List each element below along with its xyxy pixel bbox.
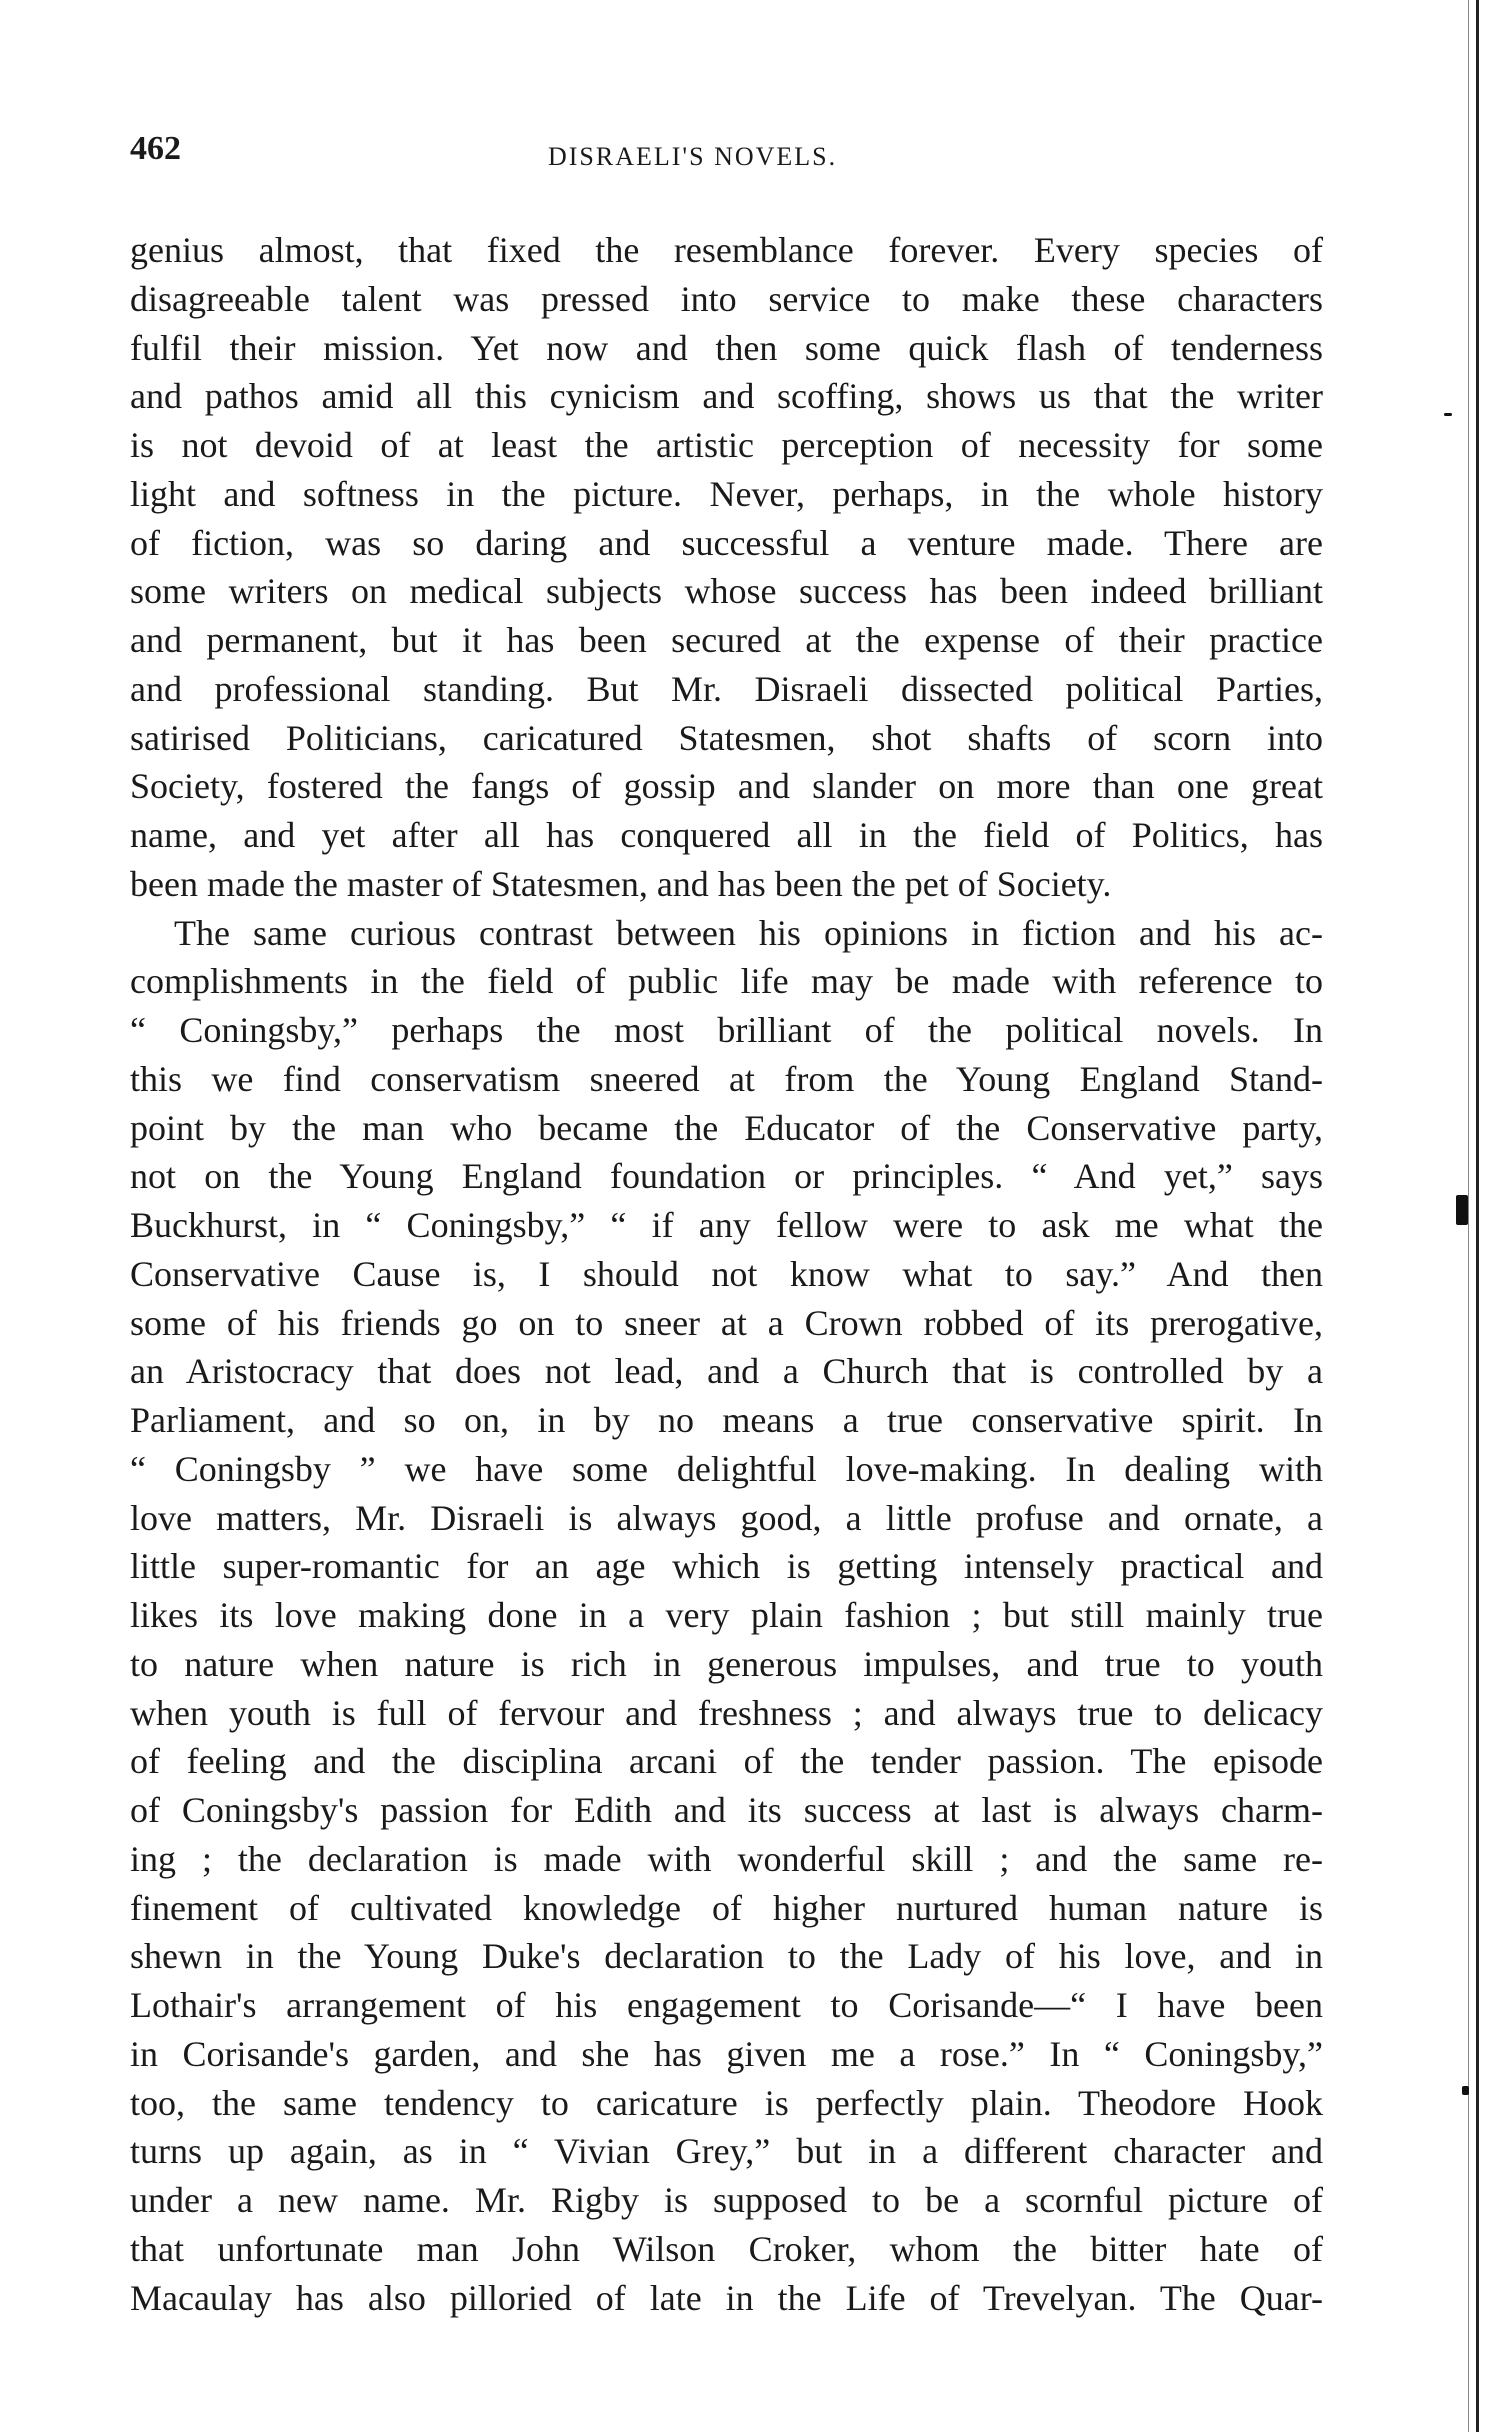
- text-line: in Corisande's garden, and she has given me a rose.” In “ Coningsby,”: [130, 2033, 1323, 2074]
- text-line: light and softness in the picture. Never, perhaps, in the whole history: [130, 473, 1323, 514]
- text-line: under a new name. Mr. Rigby is supposed to be a scornful picture of: [130, 2180, 1323, 2220]
- text-line: turns up again, as in “ Vivian Grey,” but in a different character and: [130, 2131, 1323, 2172]
- text-line: fulfil their mission. Yet now and then some quick flash of tenderness: [130, 327, 1323, 368]
- text-line: “ Coningsby,” perhaps the most brilliant of the political novels. In: [130, 1010, 1323, 1050]
- text-line: Parliament, and so on, in by no means a true conservative spirit. In: [130, 1400, 1323, 1440]
- text-line: Buckhurst, in “ Coningsby,” “ if any fellow were to ask me what the: [130, 1205, 1323, 1245]
- page-edge-shadow: [1468, 0, 1469, 2432]
- text-line: complishments in the field of public life may be made with reference to: [130, 961, 1323, 1002]
- text-line: likes its love making done in a very plain fashion ; but still mainly true: [130, 1595, 1323, 1635]
- text-line: some writers on medical subjects whose success has been indeed brilliant: [130, 571, 1323, 612]
- text-line: shewn in the Young Duke's declaration to the Lady of his love, and in: [130, 1936, 1323, 1977]
- paragraph-end-line: been made the master of Statesmen, and has been the pet of Society.: [130, 863, 1112, 904]
- margin-blot: [1444, 413, 1452, 416]
- text-line: ing ; the declaration is made with wonderful skill ; and the same re-: [130, 1838, 1323, 1879]
- text-line: Macaulay has also pilloried of late in the Life of Trevelyan. The Quar-: [130, 2277, 1323, 2318]
- text-line: name, and yet after all has conquered all in the field of Politics, has: [130, 815, 1323, 855]
- text-line: when youth is full of fervour and freshness ; and always true to delicacy: [130, 1692, 1323, 1733]
- text-line: genius almost, that fixed the resemblance forever. Every species of: [130, 230, 1323, 270]
- text-line: little super-romantic for an age which is getting intensely practical and: [130, 1546, 1323, 1587]
- text-line: of Coningsby's passion for Edith and its success at last is always charm-: [130, 1790, 1323, 1830]
- text-line: “ Coningsby ” we have some delightful love-making. In dealing with: [130, 1448, 1323, 1489]
- text-line: and permanent, but it has been secured at the expense of their practice: [130, 620, 1323, 660]
- text-line: that unfortunate man John Wilson Croker, whom the bitter hate of: [130, 2228, 1323, 2269]
- text-line: of fiction, was so daring and successful a venture made. There are: [130, 522, 1323, 563]
- margin-blot: [1462, 2086, 1469, 2095]
- text-line: and pathos amid all this cynicism and scoffing, shows us that the writer: [130, 376, 1323, 417]
- text-line: Society, fostered the fangs of gossip and slander on more than one great: [130, 766, 1323, 807]
- text-line: finement of cultivated knowledge of higher nurtured human nature is: [130, 1887, 1323, 1928]
- page-edge: [1476, 0, 1479, 2432]
- text-line: satirised Politicians, caricatured Statesmen, shot shafts of scorn into: [130, 717, 1323, 758]
- text-line: an Aristocracy that does not lead, and a Church that is controlled by a: [130, 1351, 1323, 1392]
- text-line: is not devoid of at least the artistic perception of necessity for some: [130, 425, 1323, 465]
- text-line: too, the same tendency to caricature is perfectly plain. Theodore Hook: [130, 2082, 1323, 2123]
- margin-blot: [1456, 1195, 1468, 1225]
- text-line: not on the Young England foundation or principles. “ And yet,” says: [130, 1156, 1323, 1197]
- text-line: Conservative Cause is, I should not know what to say.” And then: [130, 1253, 1323, 1294]
- paragraph-start-line: The same curious contrast between his opinions in fiction and his ac-: [174, 912, 1323, 953]
- text-line: this we find conservatism sneered at from the Young England Stand-: [130, 1058, 1323, 1099]
- page-number: 462: [130, 130, 181, 167]
- running-title: DISRAELI'S NOVELS.: [548, 142, 838, 171]
- text-line: of feeling and the disciplina arcani of the tender passion. The episode: [130, 1741, 1323, 1782]
- text-line: point by the man who became the Educator of the Conservative party,: [130, 1107, 1323, 1148]
- body-text: [130, 226, 1323, 2322]
- text-line: Lothair's arrangement of his engagement to Corisande—“ I have been: [130, 1985, 1323, 2025]
- text-line: some of his friends go on to sneer at a Crown robbed of its prerogative,: [130, 1302, 1323, 1343]
- text-line: to nature when nature is rich in generous impulses, and true to youth: [130, 1643, 1323, 1684]
- text-line: disagreeable talent was pressed into service to make these characters: [130, 278, 1323, 319]
- text-line: love matters, Mr. Disraeli is always good, a little profuse and ornate, a: [130, 1497, 1323, 1538]
- text-line: and professional standing. But Mr. Disraeli dissected political Parties,: [130, 668, 1323, 709]
